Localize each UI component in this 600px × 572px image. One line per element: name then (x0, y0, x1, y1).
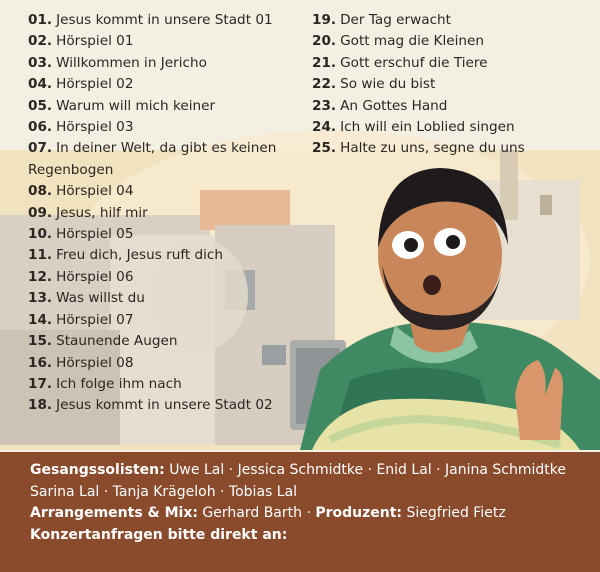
track-item (28, 331, 290, 352)
track-title: Willkommen in Jericho (56, 54, 207, 71)
track-number: 12. (28, 268, 53, 285)
track-item (28, 181, 290, 202)
track-item (28, 310, 290, 331)
track-title: Gott mag die Kleinen (340, 33, 484, 50)
contact-label: Konzertanfragen bitte direkt an: (30, 526, 288, 543)
arrangements-line (30, 503, 600, 525)
track-title: Was willst du (56, 290, 145, 307)
track-title: Hörspiel 05 (56, 226, 134, 243)
track-number: 16. (28, 354, 53, 371)
track-item (28, 245, 290, 266)
track-number: 03. (28, 54, 53, 71)
track-title: Halte zu uns, segne du uns (340, 140, 525, 157)
track-number: 17. (28, 375, 53, 392)
track-item (28, 203, 290, 224)
soloists-names-1: Uwe Lal · Jessica Schmidtke · Enid Lal · Janina Schmidtke (169, 462, 566, 478)
credits-band (0, 452, 600, 572)
track-number: 14. (28, 311, 53, 328)
track-number: 18. (28, 397, 53, 414)
tracklist-right (312, 10, 592, 160)
track-item (312, 117, 592, 138)
track-number: 06. (28, 119, 53, 136)
track-number: 10. (28, 226, 53, 243)
track-title: Hörspiel 02 (56, 76, 134, 93)
track-number: 07. (28, 140, 53, 157)
track-item (312, 10, 592, 31)
arrangements-label: Arrangements & Mix: (30, 505, 198, 522)
track-item (28, 395, 290, 416)
track-item (312, 53, 592, 74)
track-title: Hörspiel 07 (56, 311, 134, 328)
track-number: 21. (312, 54, 337, 71)
track-number: 23. (312, 97, 337, 114)
track-number: 19. (312, 12, 337, 28)
track-item (28, 10, 290, 31)
track-item (28, 267, 290, 288)
track-title: Staunende Augen (56, 333, 178, 350)
track-item (28, 53, 290, 74)
track-title: An Gottes Hand (340, 97, 448, 114)
track-item (28, 224, 290, 245)
track-item (28, 96, 290, 117)
track-number: 08. (28, 183, 53, 200)
track-title: In deiner Welt, da gibt es keinen Regenbogen (28, 140, 277, 178)
soloists-label: Gesangssolisten: (30, 462, 165, 478)
track-number: 05. (28, 97, 53, 114)
producer-label: Produzent: (315, 505, 403, 522)
track-number: 09. (28, 204, 53, 221)
track-item (312, 96, 592, 117)
arrangements-name: Gerhard Barth (202, 505, 302, 522)
track-number: 04. (28, 76, 53, 93)
track-title: Der Tag erwacht (340, 12, 451, 28)
track-number: 13. (28, 290, 53, 307)
track-number: 22. (312, 76, 337, 93)
track-item (312, 31, 592, 52)
credits-separator: · (306, 505, 311, 522)
track-title: Warum will mich keiner (56, 97, 216, 114)
track-title: Ich folge ihm nach (56, 375, 182, 392)
track-item (28, 117, 290, 138)
track-item (28, 31, 290, 52)
track-number: 02. (28, 33, 53, 50)
track-number: 11. (28, 247, 53, 264)
track-title: Jesus kommt in unsere Stadt 01 (56, 12, 273, 28)
track-title: Hörspiel 03 (56, 119, 134, 136)
track-item (312, 74, 592, 95)
track-title: Gott erschuf die Tiere (340, 54, 488, 71)
track-item (28, 74, 290, 95)
track-title: Hörspiel 08 (56, 354, 134, 371)
track-title: Jesus kommt in unsere Stadt 02 (56, 397, 273, 414)
track-number: 01. (28, 12, 53, 28)
track-item (28, 353, 290, 374)
contact-line (30, 525, 600, 547)
track-title: Ich will ein Loblied singen (340, 119, 515, 136)
track-number: 15. (28, 333, 53, 350)
track-item (28, 374, 290, 395)
track-item (312, 138, 592, 159)
soloists-line (30, 460, 600, 482)
tracklist-left (28, 10, 290, 417)
track-item (28, 288, 290, 309)
soloists-line-2 (30, 482, 600, 504)
track-item (28, 138, 290, 181)
track-title: Hörspiel 06 (56, 268, 134, 285)
track-title: Freu dich, Jesus ruft dich (56, 247, 224, 264)
track-title: So wie du bist (340, 76, 436, 93)
track-title: Jesus, hilf mir (56, 204, 148, 221)
track-number: 25. (312, 140, 337, 157)
track-title: Hörspiel 01 (56, 33, 134, 50)
soloists-names-2: Sarina Lal · Tanja Krägeloh · Tobias Lal (30, 483, 298, 500)
track-title: Hörspiel 04 (56, 183, 134, 200)
track-number: 24. (312, 119, 337, 136)
track-number: 20. (312, 33, 337, 50)
producer-name: Siegfried Fietz (406, 505, 506, 522)
